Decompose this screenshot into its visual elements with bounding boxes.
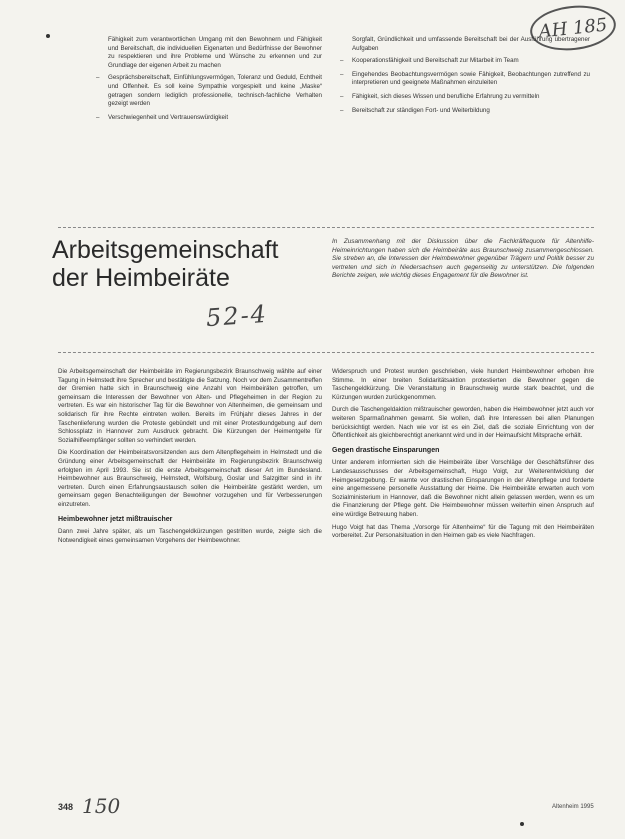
- section-divider: [58, 352, 594, 353]
- paragraph: Dann zwei Jahre später, als um Taschengeldkürzungen gestritten wurde, zeigte sich die Notwendigkeit eines gemeinsamen Vorgehens der Heimbewohner.: [58, 528, 322, 544]
- page-number: 348: [58, 802, 74, 812]
- article-lead: In Zusammenhang mit der Diskussion über die Fachkräftequote für Altenhilfe-Heimeinrichtungen haben sich die Heimbeiräte aus Braunschweig zusammengeschlossen. Sie streben an, die Interessen der Heimbewohner gegenüber Trägern und Politik besser zu vertreten und sich in Niedersachsen auch gegenseitig zu unterstützen. Die folgenden Berichte zeigen, wie wichtig dieses Engagement für die Bewohner ist.: [332, 238, 594, 279]
- body-right-column: [332, 368, 594, 545]
- article-title: [52, 236, 322, 292]
- list-item: – Eingehendes Beobachtungsvermögen sowie Fähigkeit, Beobachtungen zutreffend zu interpretieren und geeignete Maßnahmen einzuleiten: [340, 71, 590, 88]
- section-divider: [58, 227, 594, 228]
- list-item: – Verschwiegenheit und Vertrauenswürdigkeit: [96, 114, 322, 123]
- list-item: – Gesprächsbereitschaft, Einfühlungsvermögen, Toleranz und Geduld, Echtheit und Offenheit. Es soll keine Sympathie vorgespielt und keine „Maske“ getragen sondern lediglich professionelle, technisch-fachliche Verhalten gezeigt werden: [96, 74, 322, 108]
- handwritten-corner-note: AH 185: [528, 2, 618, 55]
- list-item: – Fähigkeit, sich dieses Wissen und berufliche Erfahrung zu vermitteln: [340, 93, 590, 102]
- list-item: – Bereitschaft zur ständigen Fort- und Weiterbildung: [340, 107, 590, 116]
- paragraph: Die Arbeitsgemeinschaft der Heimbeiräte im Regierungsbezirk Braunschweig wählte auf einer Tagung in Helmstedt ihre Sprecher und bestätigte die Satzung. Noch vor dem Zusammentreffen der Gremien hatte sich in Braunschweig eine Anzahl von Heimbeiräten getroffen, um gemeinsam die Interessen der Bewohner von Alten- und Pflegeheimen in der Region zu vertreten. Es war ein historischer Tag für die Bewohner von Altenheimen, die gemeinsam und solidarisch für ihre Rechte eintreten wollen. Bereits im Frühjahr dieses Jahres in der Taschenlieferung wurden die Proteste gebündelt und mit einer Protestkundgebung auf dem Schlossplatz in Hannover zum Ausdruck gebracht. Die Kürzungen der Heimentgelte für Sozialhilfeempfänger sollten so verhindert werden.: [58, 368, 322, 444]
- continued-text: Sorgfalt, Gründlichkeit und umfassende Bereitschaft bei der Ausführung übertragener Aufgaben: [352, 36, 590, 52]
- paragraph: Hugo Voigt hat das Thema „Vorsorge für Altenheime“ für die Tagung mit den Heimbeiräten vorbereitet. Zur Personalsituation in den Heimen gab es viele Nachfragen.: [332, 523, 594, 540]
- punch-mark: [520, 822, 524, 826]
- top-right-column: [340, 36, 590, 120]
- continued-text: Fähigkeit zum verantwortlichen Umgang mit den Bewohnern und Fähigkeit und Bereitschaft, die individuellen Eigenarten und Bedürfnisse der Bewohner zu respektieren und ihre Probleme und Wünsche zu erkennen und zur Grundlage der eigenen Arbeit zu machen: [108, 36, 322, 69]
- title-line: der Heimbeiräte: [52, 264, 230, 292]
- qualification-list: [96, 74, 322, 122]
- handwritten-page-number: 150: [82, 794, 121, 818]
- subheading: Heimbewohner jetzt mißtrauischer: [58, 515, 173, 523]
- qualification-list: [340, 57, 590, 115]
- punch-mark: [46, 34, 50, 38]
- list-item: – Kooperationsfähigkeit und Bereitschaft zur Mitarbeit im Team: [340, 57, 590, 66]
- paragraph: Unter anderem informierten sich die Heimbeiräte über Vorschläge der Geschäftsführer des Landesausschusses der Arbeitsgemeinschaft, Hugo Voigt, zur Weiterentwicklung der Heimgesetzgebung. Er warnte vor drastischen Einsparungen in der Altenpflege und forderte eine angemessene personelle Ausstattung der Heime. Die Heimbeiräte erwarten auch vom Sozialministerium in Hannover, daß die Bewohner nicht allein gelassen werden, wenn es um die Finanzierung der Pflege geht. Die Heimbewohner müssen weiterhin einen Anspruch auf eine würdige Betreuung haben.: [332, 459, 594, 518]
- subheading: Gegen drastische Einsparungen: [332, 446, 440, 454]
- paragraph: Durch die Taschengeldaktion mißtrauischer geworden, haben die Heimbewohner jetzt auch vor weiteren Sparmaßnahmen gewarnt. Sie wollen, daß ihre Interessen bei allen Planungen berücksichtigt werden. Nach wie vor ist es ein Ziel, daß die soziale Einrichtung von der Öffentlichkeit als gleichberechtigt anerkannt wird und in der Heimaufsicht Mitsprache erhält.: [332, 406, 594, 440]
- title-line: Arbeitsgemeinschaft: [52, 236, 279, 264]
- body-left-column: [58, 368, 322, 549]
- journal-footer: Altenheim 1995: [552, 804, 594, 810]
- paragraph: Die Koordination der Heimbeiratsvorsitzenden aus dem Altenpflegeheim in Helmstedt und die Gründung einer Arbeitsgemeinschaft der Heimbeiräte im Regierungsbezirk Braunschweig erfolgten im April 1993. Sie ist die erste Arbeitsgemeinschaft dieser Art im Bundesland. Heimbewohner aus Braunschweig, Helmstedt, Wolfsburg, Goslar und Salzgitter sind in ihr vertreten. Durch einen Erfahrungsaustausch sollen die Heimbeiräte gestärkt werden, um gemeinsam gegen Benachteiligungen der Bewohner vorzugehen und für Verbesserungen einzutreten.: [58, 449, 322, 508]
- handwritten-number: 52-4: [205, 299, 269, 333]
- paragraph: Widerspruch und Protest wurden geschrieben, viele hundert Heimbewohner erhoben ihre Stimme. In einer breiten Solidaritätsaktion protestierten die Bewohner gegen die Taschengeldkürzung. Die Veranstaltung in Braunschweig wurde stark beachtet, und die Kürzungen wurden zurückgenommen.: [332, 368, 594, 401]
- top-left-column: [96, 36, 322, 127]
